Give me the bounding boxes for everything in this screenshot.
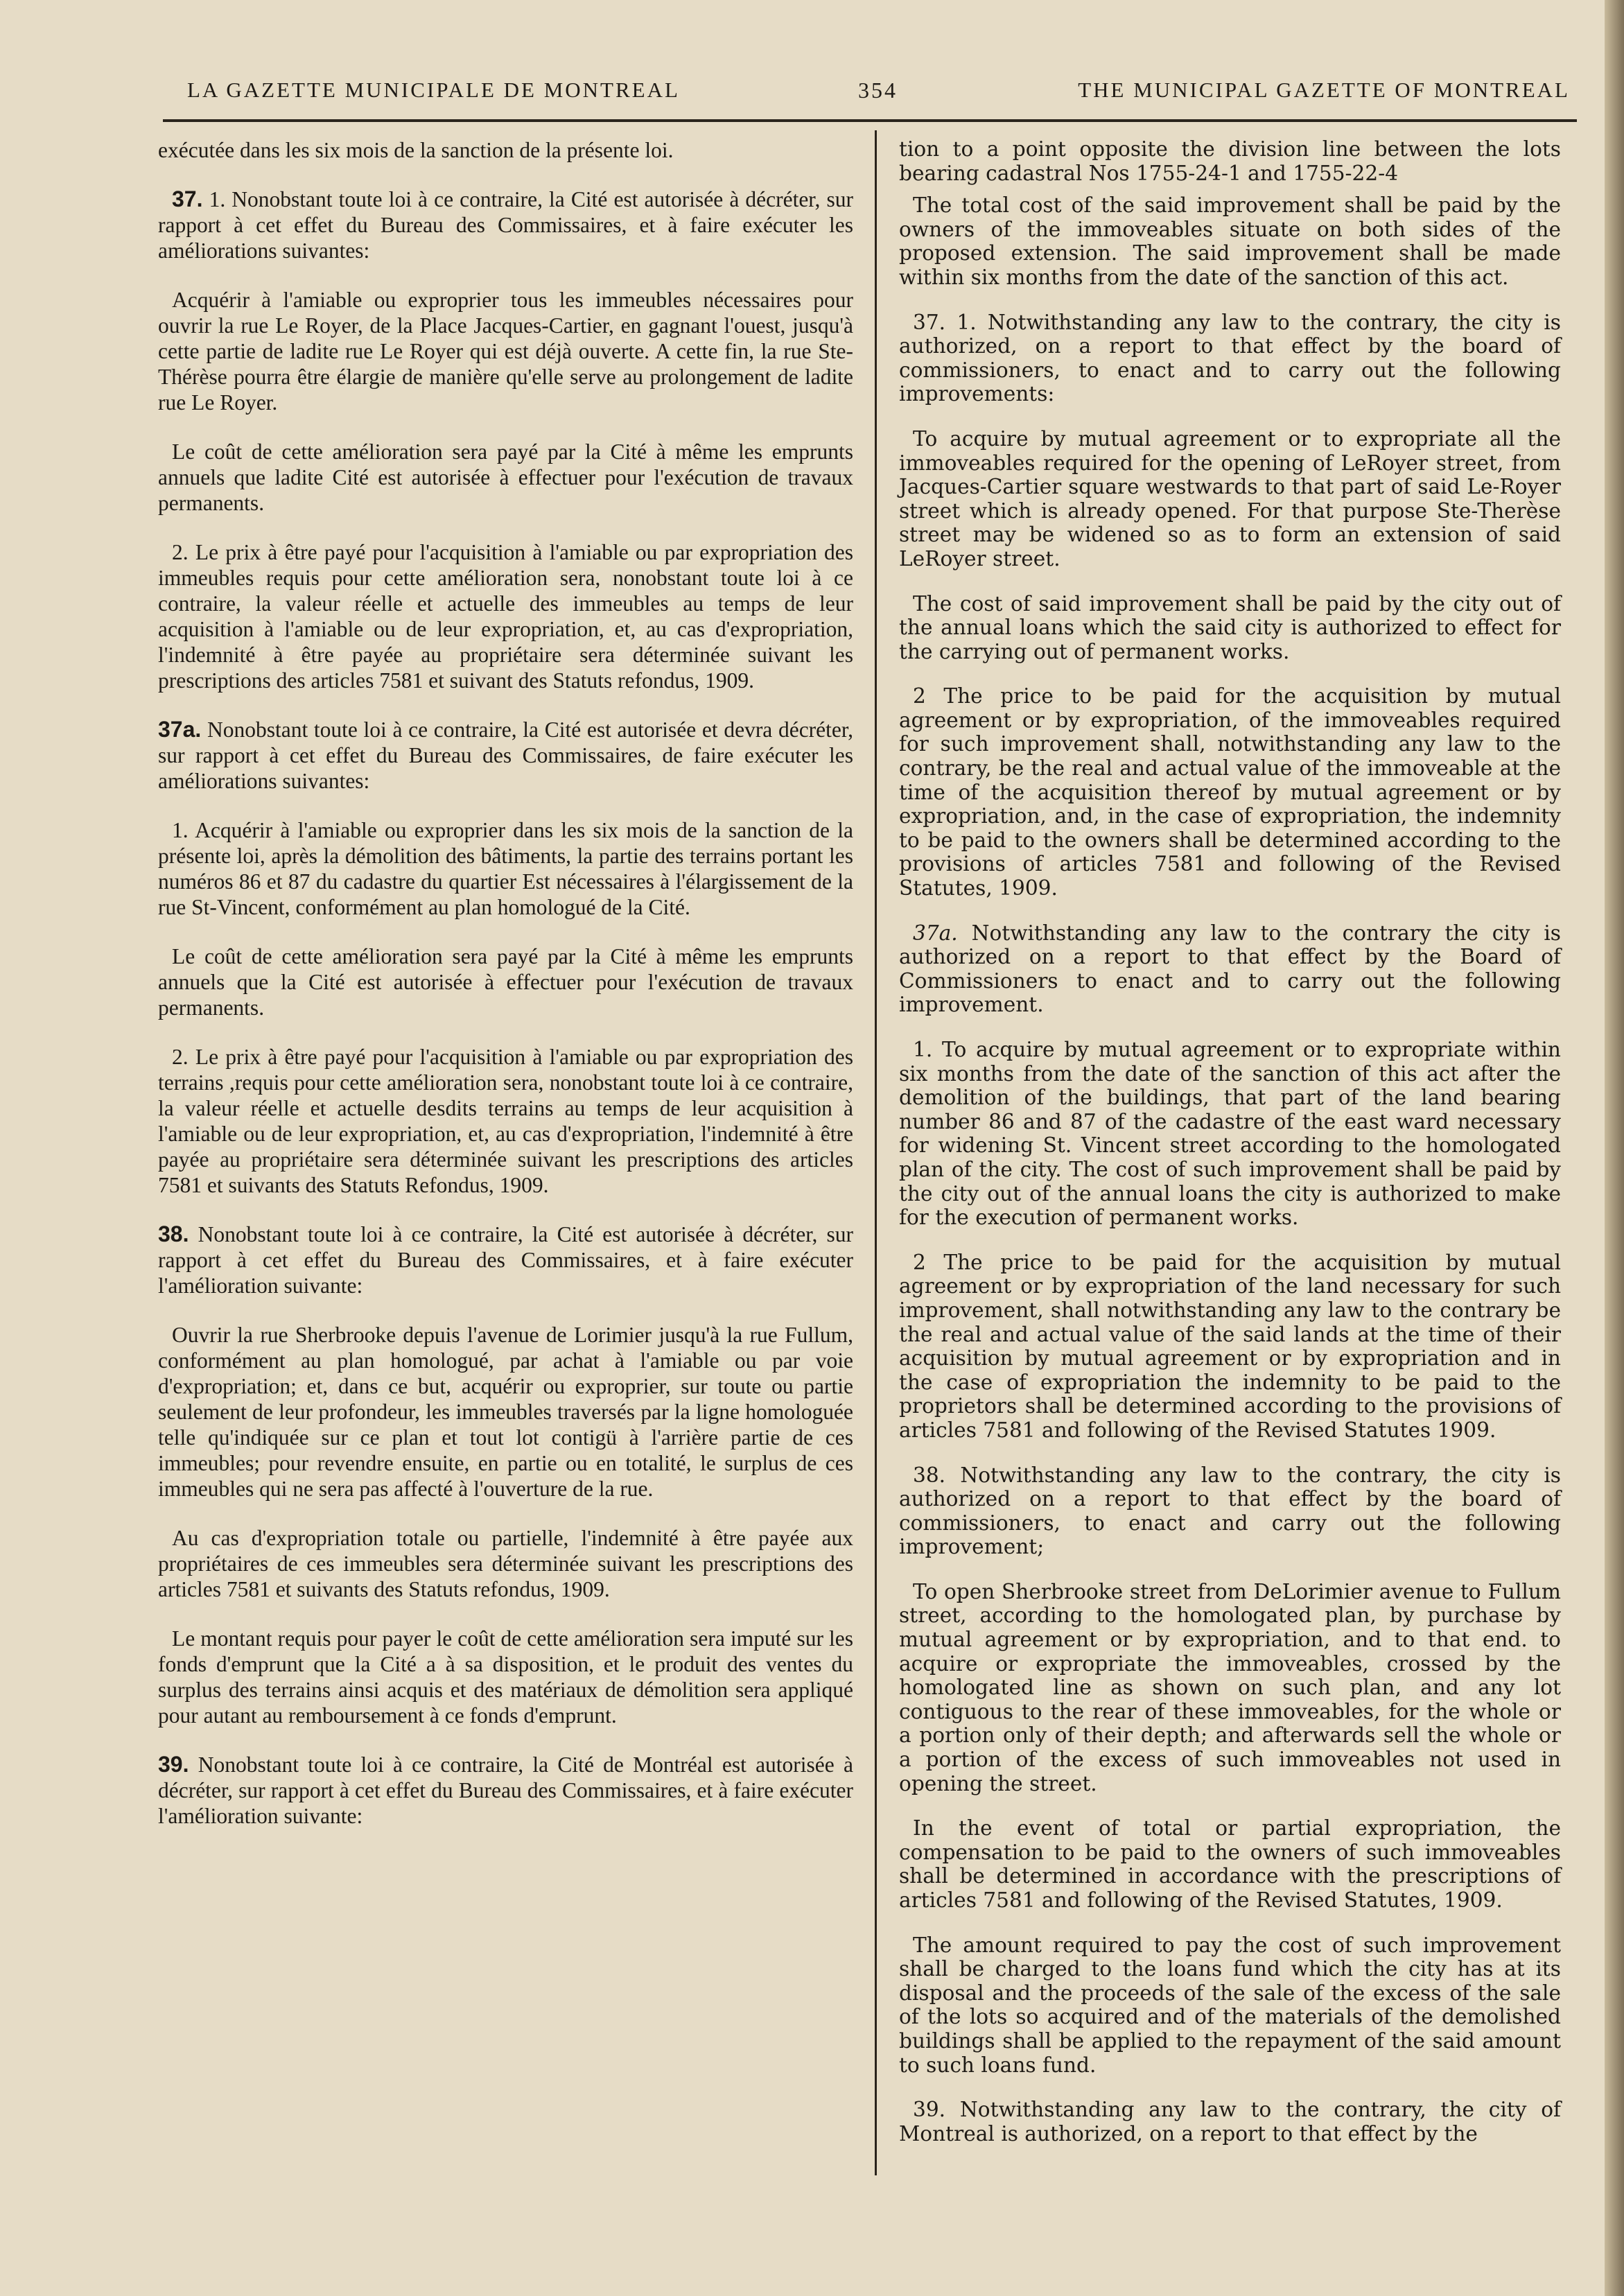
- french-paragraph: Le coût de cette amélioration sera payé par la Cité à même les emprunts annuels que la Cité est autorisée à effectuer pour l'exécution de travaux permanents.: [158, 944, 853, 1020]
- article-number: 37.: [172, 186, 203, 211]
- page-number: 354: [858, 78, 898, 103]
- english-article-37a: [899, 921, 1561, 1017]
- english-column: [899, 137, 1561, 2166]
- article-number: 38.: [913, 1463, 946, 1487]
- paragraph-text: Nonobstant toute loi à ce contraire, la Cité est autorisée à décréter, sur rapport à cet effet du Bureau des Commissaires, et à faire exécuter l'amélioration suivante:: [158, 1222, 854, 1298]
- english-paragraph: In the event of total or partial expropriation, the compensation to be paid to the owners of such immoveables shall be determined in accordance with the prescriptions of articles 7581 and following of the Revised Statutes, 1909.: [899, 1816, 1561, 1912]
- french-paragraph: Le coût de cette amélioration sera payé par la Cité à même les emprunts annuels que ladite Cité est autorisée à effectuer pour l'exécution de travaux permanents.: [158, 440, 853, 515]
- article-number: 39.: [158, 1752, 189, 1777]
- french-article-37: [158, 186, 853, 263]
- paragraph-text: Notwithstanding any law to the contrary, the city of Montreal is authorized, on a report to that effect by the: [899, 2098, 1561, 2146]
- header-french-title: LA GAZETTE MUNICIPALE DE MONTREAL: [187, 78, 680, 102]
- paragraph-text: 1. Notwithstanding any law to the contrary, the city is authorized, on a report to that effect by the board of commissioners, to enact and to carry out the following improvements:: [899, 310, 1561, 406]
- paragraph-text: Nonobstant toute loi à ce contraire, la Cité est autorisée et devra décréter, sur rapport à cet effet du Bureau des Commissaires, de faire exécuter les améliorations suivantes:: [158, 718, 853, 793]
- french-paragraph: Le montant requis pour payer le coût de cette amélioration sera imputé sur les fonds d'emprunt que la Cité a à sa disposition, et le produit des ventes du surplus des terrains ainsi acquis et des matériaux de démolition sera appliqué pour autant au remboursement à ce fonds d'emprunt.: [158, 1626, 853, 1728]
- french-paragraph: 1. Acquérir à l'amiable ou exproprier dans les six mois de la sanction de la présente loi, après la démolition des bâtiments, la partie des terrains portant les numéros 86 et 87 du cadastre du quartier Est nécessaires à l'élargissement de la rue St-Vincent, conformément au plan homologué de la Cité.: [158, 818, 853, 919]
- article-number: 37a.: [913, 921, 958, 945]
- paragraph-text: Nonobstant toute loi à ce contraire, la Cité de Montréal est autorisée à décréter, sur rapport à cet effet du Bureau des Commissaires, et à faire exécuter l'amélioration suivante:: [158, 1753, 853, 1828]
- english-paragraph: 2 The price to be paid for the acquisition by mutual agreement or by expropriation, of the immoveables required for such improvement shall, notwithstanding any law to the contrary, be the real and actual value of the immoveable at the time of the acquisition thereof by mutual agreement or by expropriation, and, in the case of expropriation, the indemnity to be paid to the owners shall be determined according to the provisions of articles 7581 and following of the Revised Statutes, 1909.: [899, 684, 1561, 901]
- paragraph-text: Notwithstanding any law to the contrary, the city is authorized on a report to that effect by the board of commissioners, to enact and carry out the following improvement;: [899, 1463, 1561, 1559]
- french-paragraph: Acquérir à l'amiable ou exproprier tous les immeubles nécessaires pour ouvrir la rue Le Royer, de la Place Jacques-Cartier, en gagnant l'ouest, jusqu'à cette partie de ladite rue Le Royer qui est déjà ouverte. A cette fin, la rue Ste-Thérèse pourra être élargie de manière qu'elle serve au prolongement de ladite rue Le Royer.: [158, 288, 853, 415]
- english-paragraph: The amount required to pay the cost of such improvement shall be charged to the loans fund which the city has at its disposal and the proceeds of the sale of the excess of the sale of the lots so acquired and of the materials of the demolished buildings shall be applied to the repayment of the said amount to such loans fund.: [899, 1933, 1561, 2077]
- english-paragraph: To open Sherbrooke street from DeLorimier avenue to Fullum street, according to the homologated plan, by purchase by mutual agreement or by expropriation, and to that end. to acquire or expropriate the immoveables, crossed by the homologated line as shown on such plan, and any lot contiguous to the rear of these immoveables, for the whole or a portion only of their depth; and afterwards sell the whole or a portion of the excess of such immoveables not used in opening the street.: [899, 1579, 1561, 1795]
- english-paragraph: The cost of said improvement shall be paid by the city out of the annual loans which the said city is authorized to effect for the carrying out of permanent works.: [899, 591, 1561, 663]
- header-rule: [163, 119, 1577, 122]
- article-number: 39.: [913, 2098, 946, 2122]
- column-divider: [875, 130, 877, 2175]
- article-number: 38.: [158, 1221, 189, 1246]
- french-paragraph: 2. Le prix à être payé pour l'acquisition à l'amiable ou par expropriation des immeubles requis pour cette amélioration sera, nonobstant toute loi à ce contraire, la valeur réelle et actuelle des immeubles au temps de leur acquisition à l'amiable ou de leur expropriation, et, au cas d'expropriation, l'indemnité à être payée au propriétaire sera déterminée suivant les prescriptions des articles 7581 et suivant des Statuts refondus, 1909.: [158, 540, 853, 693]
- english-paragraph: The total cost of the said improvement shall be paid by the owners of the immoveables situate on both sides of the proposed extension. The said improvement shall be made within six months from the date of the sanction of this act.: [899, 193, 1561, 289]
- article-number: 37a.: [158, 717, 202, 742]
- french-article-39: [158, 1752, 853, 1829]
- french-paragraph: Au cas d'expropriation totale ou partielle, l'indemnité à être payée aux propriétaires de ces immeubles sera déterminée suivant les prescriptions des articles 7581 et suivants des Statuts refondus, 1909.: [158, 1526, 853, 1601]
- french-paragraph: 2. Le prix à être payé pour l'acquisition à l'amiable ou par expropriation des terrains ,requis pour cette amélioration sera, nonobstant toute loi à ce contraire, la valeur réelle et actuelle desdits terrains au temps de leur acquisition à l'amiable ou de leur expropriation, et, au cas d'expropriation, l'indemnité à être payée au propriétaire sera déterminée suivant les prescriptions des articles 7581 et suivants des Statuts Refondus, 1909.: [158, 1045, 853, 1197]
- english-article-38: [899, 1463, 1561, 1559]
- header-english-title: THE MUNICIPAL GAZETTE OF MONTREAL: [1078, 78, 1570, 102]
- english-paragraph: 1. To acquire by mutual agreement or to expropriate within six months from the date of the sanction of this act after the demolition of the buildings, that part of the land bearing number 86 and 87 of the cadastre of the east ward necessary for widening St. Vincent street according to the homologated plan of the city. The cost of such improvement shall be paid by the city out of the annual loans the city is authorized to make for the execution of permanent works.: [899, 1038, 1561, 1230]
- french-column: [158, 137, 853, 1852]
- english-article-39: [899, 2098, 1561, 2146]
- french-article-37a: [158, 717, 853, 794]
- running-header: [163, 78, 1577, 119]
- paragraph-text: 1. Nonobstant toute loi à ce contraire, la Cité est autorisée à décréter, sur rapport à cet effet du Bureau des Commissaires, et à faire exécuter les améliorations suivantes:: [158, 187, 854, 263]
- page-edge-shadow: [1605, 0, 1624, 2296]
- english-paragraph: 2 The price to be paid for the acquisition by mutual agreement or by expropriation of the land necessary for such improvement, shall notwithstanding any law to the contrary be the real and actual value of the said lands at the time of their acquisition by mutual agreement or by expropriation and in the case of expropriation the indemnity to be paid to the proprietors shall be determined according to the provisions of articles 7581 and following of the Revised Statutes 1909.: [899, 1250, 1561, 1442]
- french-paragraph: Ouvrir la rue Sherbrooke depuis l'avenue de Lorimier jusqu'à la rue Fullum, conformément au plan homologué, par achat à l'amiable ou par voie d'expropriation; et, dans ce but, acquérir ou exproprier, sur toute ou partie seulement de leur profondeur, les immeubles traversés par la ligne homologuée telle qu'indiquée sur ce plan et tout lot contigü à l'arrière partie de ces immeubles; pour revendre ensuite, en partie ou en totalité, le surplus de ces immeubles qui ne sera pas affecté à l'ouverture de la rue.: [158, 1323, 853, 1501]
- french-article-38: [158, 1221, 853, 1298]
- french-continued-paragraph: exécutée dans les six mois de la sanction de la présente loi.: [158, 138, 674, 162]
- english-paragraph: To acquire by mutual agreement or to expropriate all the immoveables required for the opening of LeRoyer street, from Jacques-Cartier square westwards to that part of said Le-Royer street which is already opened. For that purpose Ste-Therèse street may be widened so as to form an extension of said LeRoyer street.: [899, 426, 1561, 571]
- english-continued-paragraph: tion to a point opposite the division line between the lots bearing cadastral Nos 1755-24-1 and 1755-22-4: [899, 137, 1561, 185]
- english-article-37: [899, 311, 1561, 406]
- article-number: 37.: [913, 310, 946, 334]
- paragraph-text: Notwithstanding any law to the contrary the city is authorized on a report to that effect by the Board of Commissioners to enact and to carry out the following improvement.: [899, 921, 1561, 1017]
